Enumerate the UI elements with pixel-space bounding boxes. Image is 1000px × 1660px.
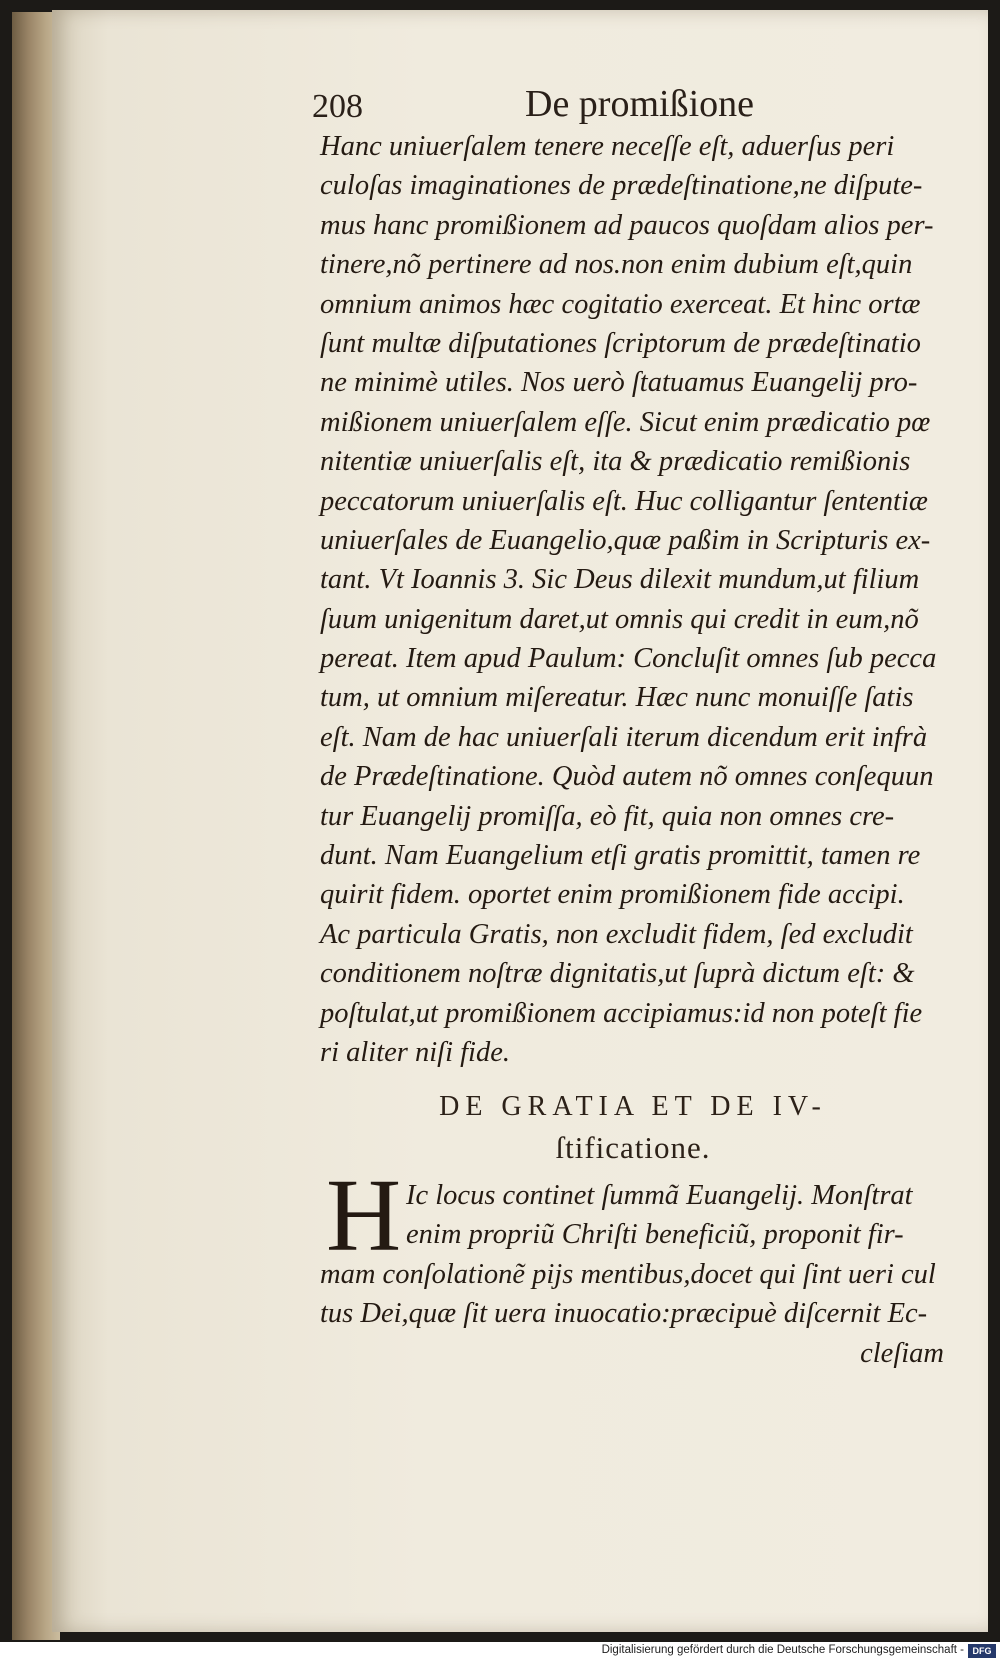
text-line: ne minimè utiles. Nos uerò ſtatuamus Euangelij pro- [320, 367, 918, 399]
text-line: ſuum unigenitum daret,ut omnis qui credit in eum,nõ [320, 603, 919, 635]
text-line: pereat. Item apud Paulum: Concluſit omnes ſub pecca [320, 643, 937, 675]
text-line: tinere,nõ pertinere ad nos.non enim dubium eſt,quin [320, 249, 913, 281]
text-line: tum, ut omnium miſereatur. Hæc nunc monuiſſe ſatis [320, 682, 914, 714]
funding-credit: Digitalisierung gefördert durch die Deutsche Forschungsgemeinschaft - [601, 1644, 964, 1656]
text-line: Ac particula Gratis, non excludit fidem, ſed excludit [320, 918, 913, 950]
text-line: ri aliter niſi fide. [320, 1036, 510, 1068]
paragraph-2 [320, 1176, 946, 1373]
text-line: quirit fidem. oportet enim promißionem fide accipi. [320, 879, 905, 911]
section-heading [320, 1088, 946, 1170]
text-line: tus Dei,quæ ſit uera inuocatio:præcipuè diſcernit Ec- [320, 1298, 928, 1330]
text-line: omnium animos hæc cogitatio exerceat. Et hinc ortæ [320, 288, 921, 320]
text-line: enim propriũ Chriſti beneficiũ, proponit fir- [406, 1219, 904, 1251]
text-line: peccatorum uniuerſalis eſt. Huc colligantur ſententiæ [320, 485, 928, 517]
section-heading-line-1: DE GRATIA ET DE IV- [439, 1091, 827, 1122]
dfg-logo-icon: DFG [968, 1644, 996, 1658]
text-line: Ic locus continet ſummã Euangelij. Monſtrat [406, 1180, 913, 1211]
text-line: nitentiæ uniuerſalis eſt, ita & prædicatio remißionis [320, 446, 911, 478]
paragraph-1 [320, 127, 946, 1072]
drop-cap-initial: H [326, 1158, 402, 1273]
text-line: conditionem noſtræ dignitatis,ut ſuprà dictum eſt: & [320, 958, 915, 990]
text-line: mam conſolationẽ pijs mentibus,docet qui ſint ueri cul [320, 1258, 936, 1290]
page-number: 208 [312, 88, 363, 125]
text-line: mus hanc promißionem ad paucos quoſdam alios per- [320, 209, 934, 241]
text-line: ſunt multæ diſputationes ſcriptorum de prædeſtinatio [320, 327, 921, 359]
text-line: eſt. Nam de hac uniuerſali iterum dicendum erit infrà [320, 721, 928, 753]
text-line: Hanc uniuerſalem tenere neceſſe eſt, aduerſus peri [320, 131, 895, 162]
running-head-title: De promißione [525, 83, 755, 125]
catchword: cleſiam [860, 1337, 944, 1369]
text-line: tur Euangelij promiſſa, eò fit, quia non omnes cre- [320, 800, 895, 832]
text-line: de Prædeſtinatione. Quòd autem nõ omnes conſequun [320, 761, 934, 793]
text-line: mißionem uniuerſalem eſſe. Sicut enim prædicatio pœ [320, 406, 931, 438]
section-heading-line-2: ſtificatione. [555, 1130, 711, 1165]
text-line: culoſas imaginationes de prædeſtinatione,ne diſpute- [320, 170, 923, 202]
text-line: uniuerſales de Euangelio,quæ paßim in Scripturis ex- [320, 524, 931, 556]
text-line: poſtulat,ut promißionem accipiamus:id non poteſt fie [320, 997, 923, 1029]
text-line: dunt. Nam Euangelium etſi gratis promittit, tamen re [320, 840, 921, 872]
text-line: tant. Vt Ioannis 3. Sic Deus dilexit mundum,ut filium [320, 564, 920, 596]
